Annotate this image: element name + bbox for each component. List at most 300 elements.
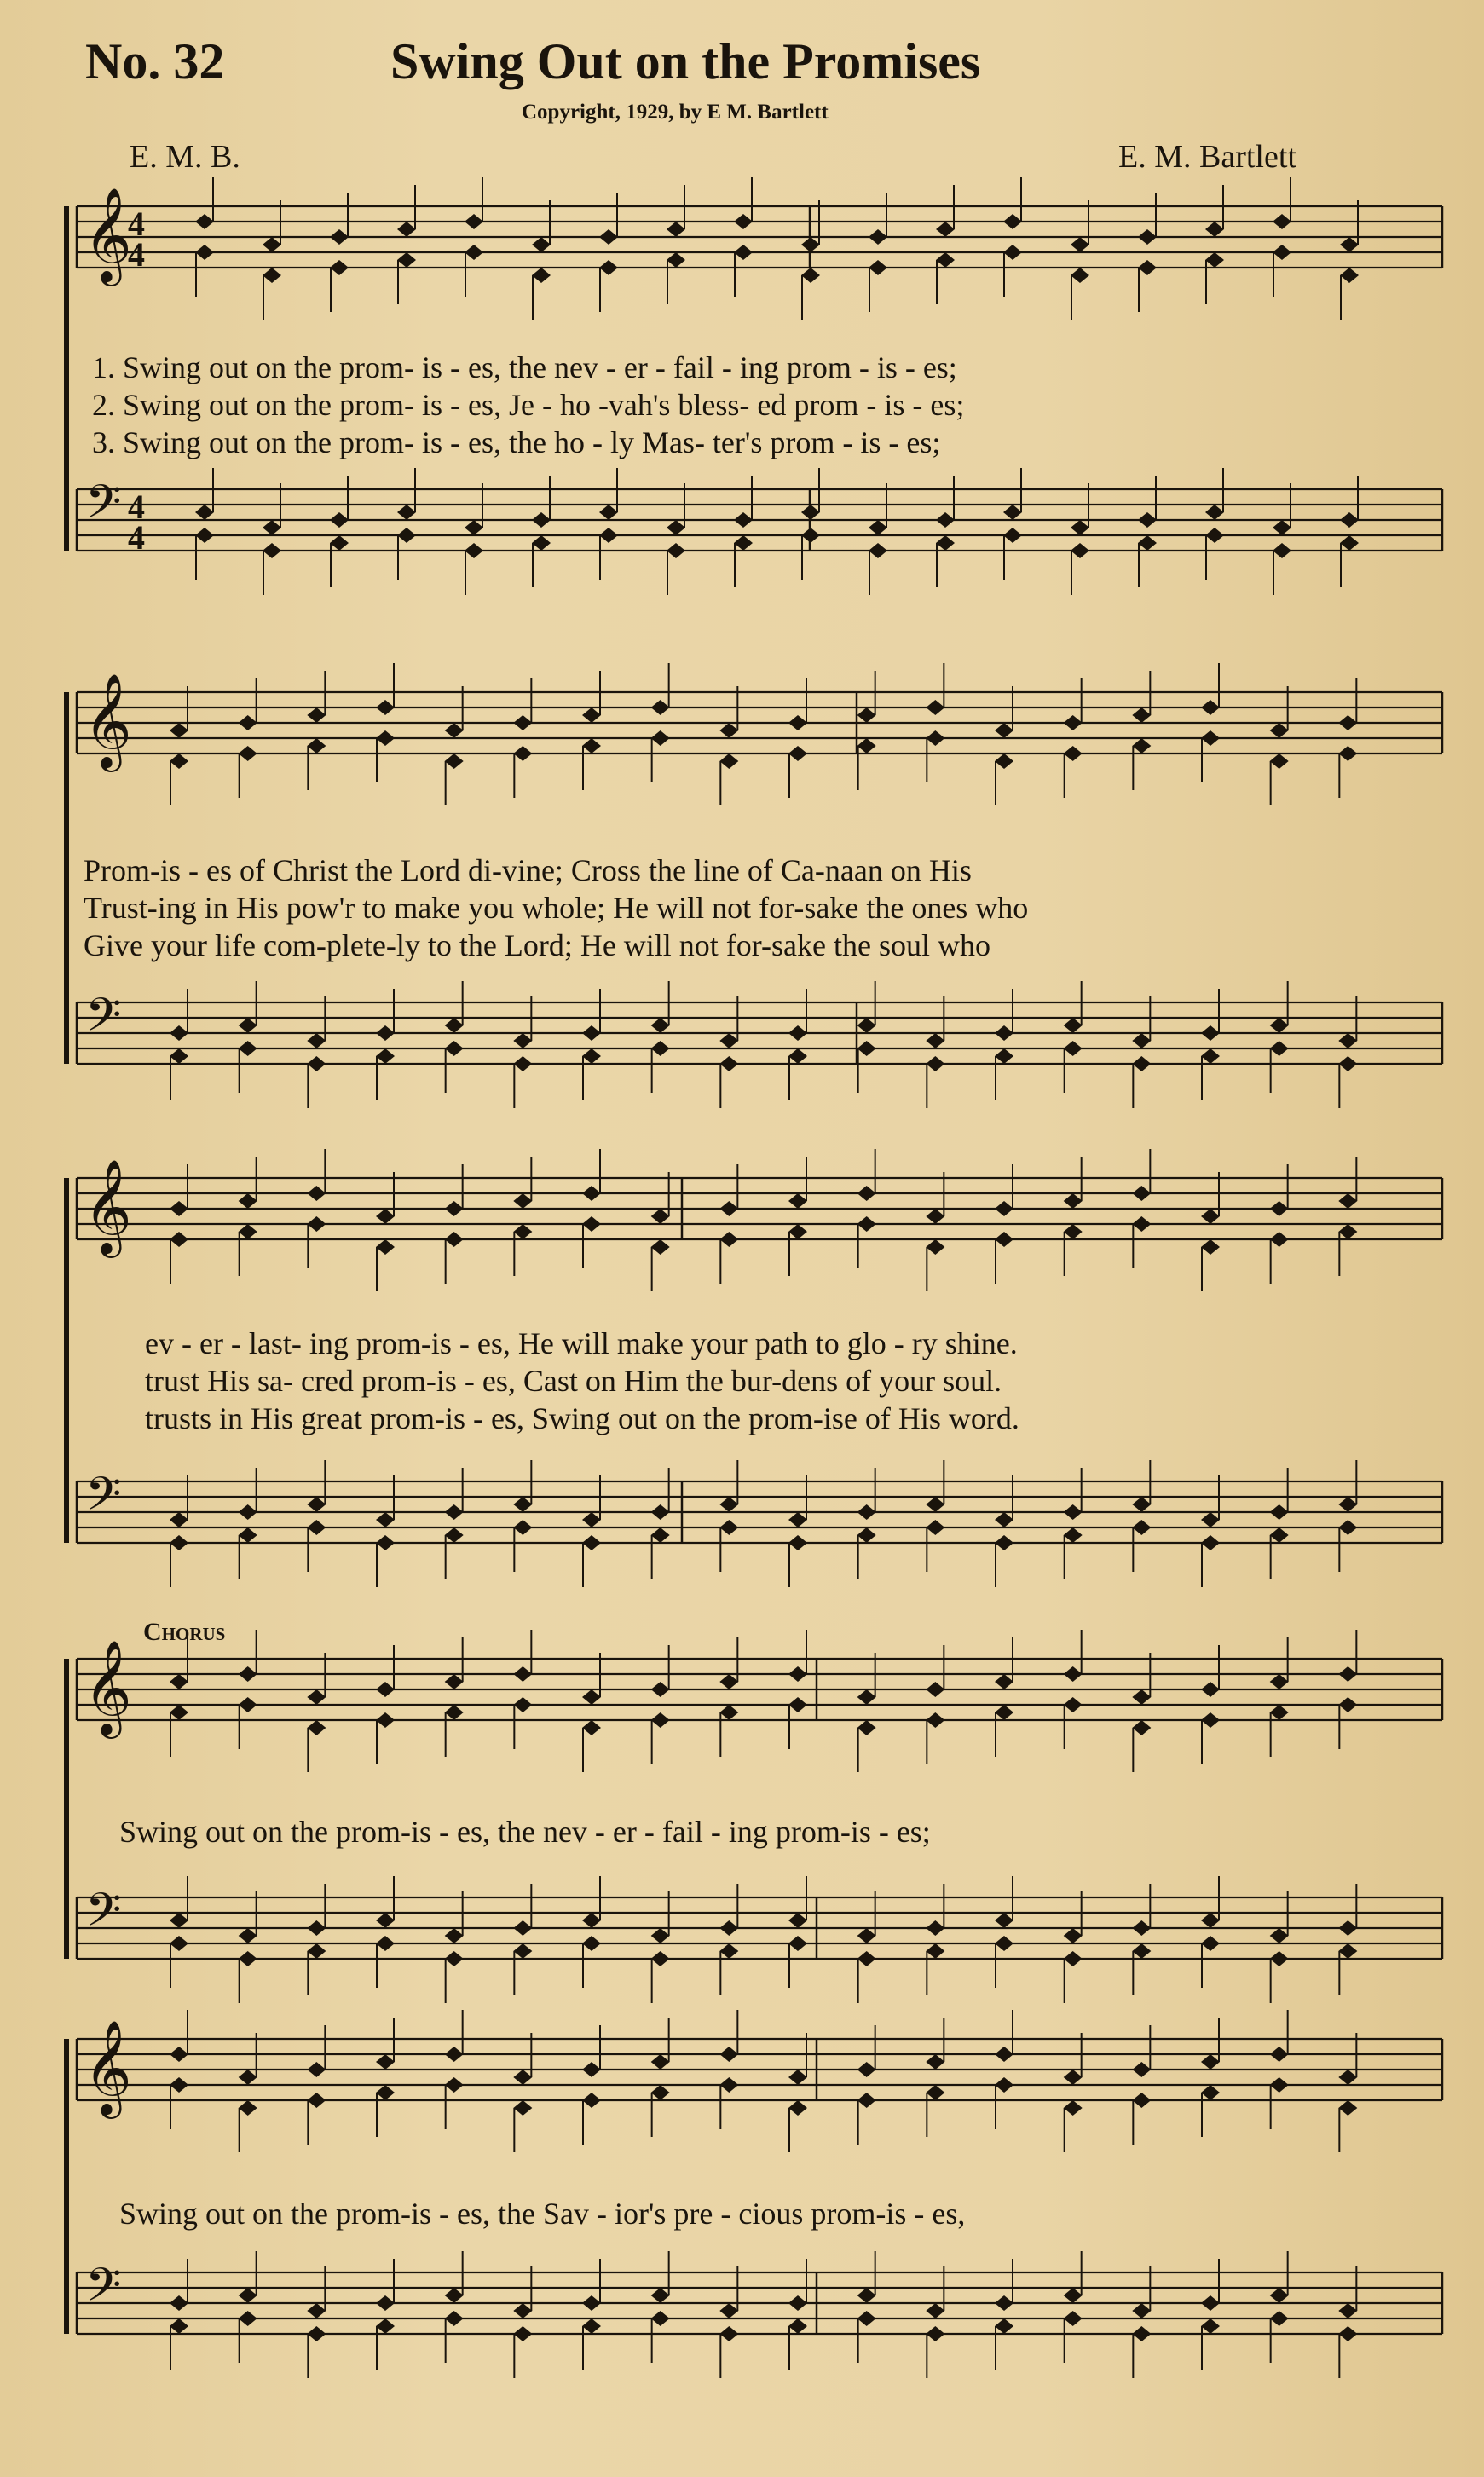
- tenor-note: [532, 512, 551, 528]
- bass-note: [445, 1041, 464, 1056]
- tenor-note: [1340, 512, 1359, 528]
- alto-note: [1270, 753, 1289, 769]
- tenor-note: [307, 1497, 326, 1512]
- chorus-line-2: Swing out on the prom-is - es, the Sav - ior's pre - cious prom-is - es,: [119, 2197, 966, 2231]
- bass-note: [170, 1048, 188, 1064]
- treble-note: [513, 1193, 532, 1209]
- treble-note: [734, 214, 753, 229]
- bass-note: [857, 2311, 876, 2326]
- alto-note: [719, 1705, 738, 1720]
- alto-note: [719, 1232, 738, 1247]
- tenor-note: [376, 1512, 395, 1527]
- bass-note: [376, 1936, 395, 1951]
- treble-note: [1270, 723, 1289, 738]
- bass-note: [330, 535, 349, 551]
- treble-note: [1064, 2070, 1083, 2085]
- tenor-note: [307, 1920, 326, 1936]
- treble-note: [1132, 1186, 1151, 1201]
- alto-note: [995, 2077, 1013, 2093]
- bass-note: [1270, 1527, 1289, 1543]
- treble-note: [1338, 2070, 1357, 2085]
- alto-note: [1132, 1720, 1151, 1735]
- bass-note: [926, 2326, 944, 2341]
- alto-note: [1273, 245, 1291, 260]
- tenor-note: [170, 1512, 188, 1527]
- tenor-note: [1064, 1018, 1083, 1033]
- alto-note: [719, 2077, 738, 2093]
- bass-note: [195, 528, 214, 543]
- bass-note: [857, 1527, 876, 1543]
- tenor-note: [1270, 2288, 1289, 2303]
- treble-note: [788, 2070, 807, 2085]
- tenor-note: [788, 2295, 807, 2311]
- bass-note: [719, 1520, 738, 1535]
- alto-note: [307, 1216, 326, 1232]
- alto-note: [651, 730, 670, 746]
- bass-note: [788, 1048, 807, 1064]
- system-2-bass-clef-icon: 𝄢: [85, 988, 122, 1054]
- tenor-note: [1064, 1928, 1083, 1943]
- bass-note: [667, 543, 685, 558]
- alto-note: [1064, 1697, 1083, 1712]
- system-2-treble-clef-icon: 𝄞: [84, 673, 132, 768]
- alto-note: [513, 1224, 532, 1239]
- treble-note: [582, 707, 601, 723]
- treble-note: [869, 229, 887, 245]
- tenor-note: [445, 1928, 464, 1943]
- tenor-note: [651, 1018, 670, 1033]
- treble-note: [445, 1674, 464, 1689]
- treble-note: [1201, 1209, 1220, 1224]
- tenor-note: [445, 1018, 464, 1033]
- bass-note: [1064, 1951, 1083, 1966]
- bass-note: [1132, 2326, 1151, 2341]
- bass-time-signature: 4: [128, 488, 145, 526]
- alto-note: [239, 1697, 257, 1712]
- bass-note: [1064, 1041, 1083, 1056]
- treble-note: [936, 222, 955, 237]
- alto-note: [532, 268, 551, 283]
- bass-note: [651, 1951, 670, 1966]
- tenor-note: [857, 1928, 876, 1943]
- treble-note: [1273, 214, 1291, 229]
- treble-note: [1201, 1682, 1220, 1697]
- bass-note: [445, 2311, 464, 2326]
- alto-note: [376, 1239, 395, 1255]
- treble-note: [857, 2062, 876, 2077]
- bass-note: [170, 1936, 188, 1951]
- bass-note: [926, 1943, 944, 1959]
- system-1-treble-clef-icon: 𝄞: [84, 187, 132, 282]
- treble-note: [1270, 2047, 1289, 2062]
- treble-note: [445, 1201, 464, 1216]
- treble-note: [170, 723, 188, 738]
- bass-note: [1132, 1056, 1151, 1071]
- tenor-note: [170, 2295, 188, 2311]
- treble-note: [239, 2070, 257, 2085]
- tenor-note: [582, 1512, 601, 1527]
- alto-note: [170, 2077, 188, 2093]
- alto-note: [445, 1705, 464, 1720]
- alto-note: [1201, 1712, 1220, 1728]
- verse-2-line-3: trust His sa- cred prom-is - es, Cast on Him the bur-dens of your soul.: [145, 1364, 1002, 1398]
- treble-note: [1338, 715, 1357, 730]
- bass-note: [376, 1048, 395, 1064]
- bass-note: [1201, 1535, 1220, 1550]
- tenor-note: [651, 1504, 670, 1520]
- verse-1-line-2: Prom-is - es of Christ the Lord di-vine; Cross the line of Ca-naan on His: [84, 853, 972, 887]
- tenor-note: [1071, 520, 1089, 535]
- treble-note: [1132, 1689, 1151, 1705]
- treble-note: [719, 723, 738, 738]
- tenor-note: [513, 2303, 532, 2318]
- alto-note: [445, 2077, 464, 2093]
- treble-note: [995, 1201, 1013, 1216]
- alto-note: [995, 1232, 1013, 1247]
- bass-note: [582, 1535, 601, 1550]
- bass-note: [1270, 1041, 1289, 1056]
- tenor-note: [1338, 1920, 1357, 1936]
- tenor-note: [926, 1920, 944, 1936]
- alto-note: [582, 1216, 601, 1232]
- alto-note: [1064, 1224, 1083, 1239]
- treble-note: [1064, 1666, 1083, 1682]
- alto-note: [582, 738, 601, 753]
- treble-note: [1201, 700, 1220, 715]
- tenor-note: [719, 1497, 738, 1512]
- alto-note: [651, 1712, 670, 1728]
- chorus-label: Chorus: [143, 1618, 226, 1646]
- treble-note: [1132, 2062, 1151, 2077]
- treble-note: [307, 1689, 326, 1705]
- alto-note: [926, 1712, 944, 1728]
- treble-note: [582, 2062, 601, 2077]
- alto-note: [239, 746, 257, 761]
- tenor-note: [376, 2295, 395, 2311]
- bass-note: [445, 1951, 464, 1966]
- tenor-note: [1270, 1018, 1289, 1033]
- bass-note: [788, 1936, 807, 1951]
- alto-note: [1270, 1232, 1289, 1247]
- tenor-note: [1201, 1512, 1220, 1527]
- tenor-note: [330, 512, 349, 528]
- tenor-note: [465, 520, 483, 535]
- bass-note: [995, 1048, 1013, 1064]
- tenor-note: [445, 1504, 464, 1520]
- alto-note: [1132, 1216, 1151, 1232]
- tenor-note: [1270, 1928, 1289, 1943]
- treble-note: [307, 2062, 326, 2077]
- alto-note: [376, 1712, 395, 1728]
- treble-note: [397, 222, 416, 237]
- treble-note: [651, 2054, 670, 2070]
- alto-note: [788, 746, 807, 761]
- treble-note: [788, 715, 807, 730]
- alto-note: [1064, 746, 1083, 761]
- bass-note: [1273, 543, 1291, 558]
- bass-note: [307, 1943, 326, 1959]
- treble-note: [1340, 237, 1359, 252]
- tenor-note: [513, 1920, 532, 1936]
- tenor-note: [857, 1504, 876, 1520]
- treble-note: [1338, 1666, 1357, 1682]
- bass-note: [1338, 1943, 1357, 1959]
- system-5-bass-clef-icon: 𝄢: [85, 2258, 122, 2324]
- treble-note: [857, 1186, 876, 1201]
- bass-note: [513, 1520, 532, 1535]
- tenor-note: [195, 505, 214, 520]
- bass-note: [239, 1041, 257, 1056]
- alto-note: [1270, 2077, 1289, 2093]
- treble-time-signature: 4: [128, 235, 145, 274]
- tenor-note: [788, 1913, 807, 1928]
- tenor-note: [995, 1512, 1013, 1527]
- alto-note: [734, 245, 753, 260]
- tenor-note: [376, 1025, 395, 1041]
- alto-note: [801, 268, 820, 283]
- bass-note: [445, 1527, 464, 1543]
- treble-note: [239, 1193, 257, 1209]
- alto-note: [599, 260, 618, 275]
- treble-note: [926, 1209, 944, 1224]
- bass-note: [263, 543, 281, 558]
- bass-note: [995, 1936, 1013, 1951]
- bass-note: [788, 1535, 807, 1550]
- treble-note: [1201, 2054, 1220, 2070]
- system-4-bass-clef-icon: 𝄢: [85, 1883, 122, 1949]
- bass-note: [1201, 2318, 1220, 2334]
- verse-2-line-1: 2. Swing out on the prom- is - es, Je - ho -vah's bless- ed prom - is - es;: [92, 388, 965, 422]
- tenor-note: [1201, 1025, 1220, 1041]
- bass-note: [651, 1041, 670, 1056]
- bass-note: [582, 1936, 601, 1951]
- alto-note: [1205, 252, 1224, 268]
- tenor-note: [936, 512, 955, 528]
- tenor-note: [995, 1913, 1013, 1928]
- treble-note: [1003, 214, 1022, 229]
- bass-note: [995, 1535, 1013, 1550]
- tenor-note: [445, 2288, 464, 2303]
- treble-note: [170, 1674, 188, 1689]
- system-5-treble-clef-icon: 𝄞: [84, 2019, 132, 2115]
- tenor-note: [1270, 1504, 1289, 1520]
- bass-note: [239, 1951, 257, 1966]
- bass-note: [1064, 1527, 1083, 1543]
- tenor-note: [1273, 520, 1291, 535]
- bass-note: [1132, 1943, 1151, 1959]
- treble-note: [1205, 222, 1224, 237]
- bass-note: [719, 2326, 738, 2341]
- tenor-note: [788, 1512, 807, 1527]
- bass-note: [1338, 1520, 1357, 1535]
- copyright-notice: Copyright, 1929, by E M. Bartlett: [522, 101, 829, 124]
- bass-note: [857, 1041, 876, 1056]
- alto-note: [936, 252, 955, 268]
- tenor-note: [307, 1033, 326, 1048]
- alto-note: [1064, 2100, 1083, 2116]
- treble-note: [445, 723, 464, 738]
- treble-note: [263, 237, 281, 252]
- tenor-note: [995, 1025, 1013, 1041]
- tenor-note: [995, 2295, 1013, 2311]
- treble-note: [1138, 229, 1157, 245]
- system-1-bass-clef-icon: 𝄢: [85, 475, 122, 540]
- alto-note: [1201, 730, 1220, 746]
- alto-note: [582, 2093, 601, 2108]
- tenor-note: [1132, 2303, 1151, 2318]
- alto-note: [667, 252, 685, 268]
- verse-1-line-1: 1. Swing out on the prom- is - es, the nev - er - fail - ing prom - is - es;: [92, 350, 957, 384]
- tenor-note: [1138, 512, 1157, 528]
- bass-note: [651, 2311, 670, 2326]
- tenor-note: [857, 1018, 876, 1033]
- tenor-note: [599, 505, 618, 520]
- alto-note: [1201, 2085, 1220, 2100]
- alto-note: [1270, 1705, 1289, 1720]
- alto-note: [719, 753, 738, 769]
- bass-note: [1205, 528, 1224, 543]
- bass-note: [1003, 528, 1022, 543]
- alto-note: [170, 1232, 188, 1247]
- alto-note: [307, 2093, 326, 2108]
- bass-note: [582, 1048, 601, 1064]
- treble-note: [582, 1689, 601, 1705]
- treble-note: [719, 1674, 738, 1689]
- alto-note: [857, 1720, 876, 1735]
- alto-note: [397, 252, 416, 268]
- alto-note: [869, 260, 887, 275]
- tenor-note: [734, 512, 753, 528]
- treble-note: [170, 2047, 188, 2062]
- bass-note: [376, 2318, 395, 2334]
- tenor-note: [1201, 2295, 1220, 2311]
- alto-note: [1338, 746, 1357, 761]
- treble-note: [667, 222, 685, 237]
- bass-note: [599, 528, 618, 543]
- tenor-note: [170, 1913, 188, 1928]
- alto-note: [307, 738, 326, 753]
- tenor-note: [1132, 1920, 1151, 1936]
- treble-note: [307, 707, 326, 723]
- alto-note: [376, 730, 395, 746]
- treble-note: [307, 1186, 326, 1201]
- treble-note: [651, 700, 670, 715]
- alto-note: [651, 2085, 670, 2100]
- treble-note: [926, 1682, 944, 1697]
- treble-note: [513, 1666, 532, 1682]
- alto-note: [1132, 738, 1151, 753]
- system-3-treble-clef-icon: 𝄞: [84, 1158, 132, 1254]
- tenor-note: [397, 505, 416, 520]
- tenor-note: [1064, 1504, 1083, 1520]
- tenor-note: [513, 1497, 532, 1512]
- tenor-note: [1201, 1913, 1220, 1928]
- alto-note: [1201, 1239, 1220, 1255]
- alto-note: [376, 2085, 395, 2100]
- treble-note: [995, 723, 1013, 738]
- tenor-note: [170, 1025, 188, 1041]
- tenor-note: [263, 520, 281, 535]
- treble-note: [788, 1193, 807, 1209]
- treble-note: [801, 237, 820, 252]
- tenor-note: [239, 2288, 257, 2303]
- bass-note: [926, 1056, 944, 1071]
- alto-note: [1003, 245, 1022, 260]
- tenor-note: [667, 520, 685, 535]
- tenor-note: [582, 1025, 601, 1041]
- verse-3-line-3: trusts in His great prom-is - es, Swing out on the prom-ise of His word.: [145, 1401, 1019, 1435]
- alto-note: [857, 1216, 876, 1232]
- bass-note: [1340, 535, 1359, 551]
- tenor-note: [719, 1920, 738, 1936]
- tenor-note: [239, 1018, 257, 1033]
- bass-note: [1338, 1056, 1357, 1071]
- treble-note: [513, 715, 532, 730]
- bass-note: [532, 535, 551, 551]
- tenor-note: [582, 2295, 601, 2311]
- alto-note: [239, 1224, 257, 1239]
- bass-note: [719, 1943, 738, 1959]
- bass-note: [239, 1527, 257, 1543]
- bass-note: [719, 1056, 738, 1071]
- tenor-note: [1064, 2288, 1083, 2303]
- treble-note: [995, 1674, 1013, 1689]
- treble-note: [582, 1186, 601, 1201]
- alto-note: [1338, 1697, 1357, 1712]
- bass-note: [239, 2311, 257, 2326]
- alto-note: [788, 1224, 807, 1239]
- alto-note: [857, 2093, 876, 2108]
- alto-note: [445, 753, 464, 769]
- alto-note: [330, 260, 349, 275]
- treble-note: [376, 700, 395, 715]
- alto-note: [651, 1239, 670, 1255]
- bass-note: [1138, 535, 1157, 551]
- verse-1-line-3: ev - er - last- ing prom-is - es, He will make your path to glo - ry shine.: [145, 1326, 1018, 1360]
- alto-note: [857, 738, 876, 753]
- treble-note: [513, 2070, 532, 2085]
- treble-note: [1071, 237, 1089, 252]
- alto-note: [995, 1705, 1013, 1720]
- tenor-note: [239, 1928, 257, 1943]
- verse-2-line-2: Trust-ing in His pow'r to make you whole; He will not for-sake the ones who: [84, 891, 1029, 925]
- bass-note: [1270, 1951, 1289, 1966]
- treble-note: [1270, 1201, 1289, 1216]
- tenor-note: [926, 1033, 944, 1048]
- alto-note: [926, 2085, 944, 2100]
- treble-note: [926, 2054, 944, 2070]
- alto-note: [1338, 1224, 1357, 1239]
- tenor-note: [801, 505, 820, 520]
- treble-note: [599, 229, 618, 245]
- alto-note: [465, 245, 483, 260]
- treble-note: [719, 2047, 738, 2062]
- treble-note: [719, 1201, 738, 1216]
- tenor-note: [651, 2288, 670, 2303]
- bass-note: [788, 2318, 807, 2334]
- treble-note: [1338, 1193, 1357, 1209]
- bass-note: [1201, 1936, 1220, 1951]
- treble-time-signature: 4: [128, 205, 145, 243]
- bass-note: [307, 2326, 326, 2341]
- alto-note: [1138, 260, 1157, 275]
- bass-note: [397, 528, 416, 543]
- alto-note: [1338, 2100, 1357, 2116]
- tenor-note: [1003, 505, 1022, 520]
- bass-note: [170, 2318, 188, 2334]
- treble-note: [195, 214, 214, 229]
- treble-note: [1270, 1674, 1289, 1689]
